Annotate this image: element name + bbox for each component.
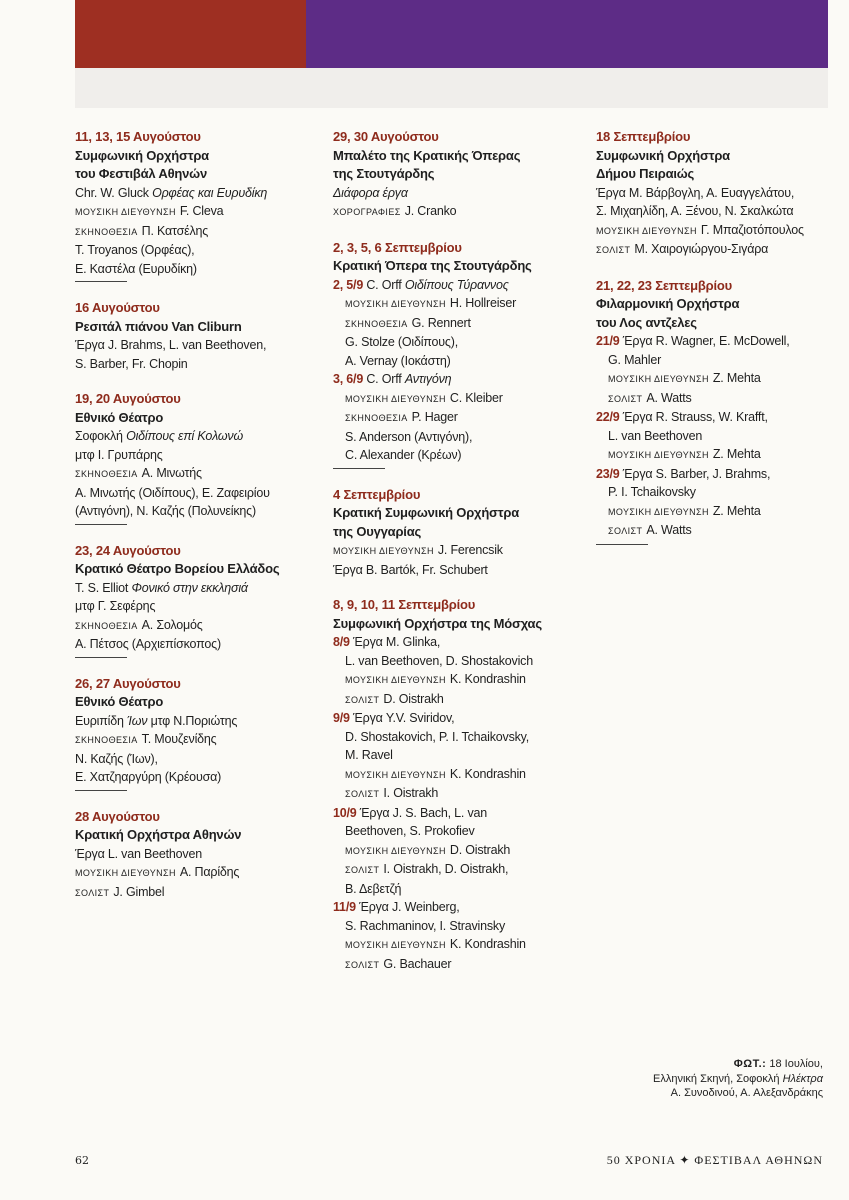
event-line — [75, 464, 315, 484]
line-text: μτφ Ι. Γρυπάρης — [75, 447, 163, 462]
event-line — [333, 880, 583, 899]
header-shade — [75, 68, 828, 108]
event-line — [333, 652, 583, 671]
event-title: της Ουγγαρίας — [333, 523, 422, 539]
event-line — [333, 765, 583, 785]
line-text: Έργα J. Brahms, L. van Beethoven, — [75, 338, 267, 352]
line-text: Έργα S. Barber, J. Brahms, — [619, 466, 771, 481]
work-title: Οιδίπους Τύραννος — [404, 277, 509, 292]
line-text: Μ. Χαιρογιώργου-Σιγάρα — [634, 242, 769, 256]
event-line — [333, 898, 583, 917]
event-line — [333, 860, 583, 880]
event-line — [75, 260, 315, 279]
line-text: Π. Κατσέλης — [141, 223, 209, 238]
role-label: ΣΟΛΙΣΤ — [345, 789, 380, 799]
page-number: 62 — [75, 1154, 89, 1167]
line-text: G. Bachauer — [383, 956, 452, 971]
event-date: 28 Αυγούστου — [75, 808, 160, 824]
line-text: A. Watts — [646, 523, 692, 537]
event-title: του Λος αντζελες — [596, 314, 697, 330]
event-title: Μπαλέτο της Κρατικής Όπερας — [333, 147, 521, 163]
role-label: ΣΚΗΝΟΘΕΣΙΑ — [75, 620, 138, 631]
event-block — [75, 675, 315, 791]
header-band-red — [75, 0, 306, 68]
event-date: 18 Σεπτεμβρίου — [596, 129, 691, 144]
event-date: 19, 20 Αυγούστου — [75, 391, 181, 406]
line-text: Z. Mehta — [712, 447, 761, 461]
work-title: Οιδίπους επί Κολωνώ — [126, 429, 244, 443]
line-text: Ε. Καστέλα (Ευρυδίκη) — [75, 261, 197, 276]
event-line — [333, 370, 583, 389]
event-line — [596, 351, 836, 370]
line-text: Z. Mehta — [712, 503, 761, 518]
event-line — [333, 428, 583, 447]
line-text: Έργα L. van Beethoven — [75, 846, 202, 861]
event-line — [596, 332, 836, 351]
line-text: T. S. Elliot — [75, 580, 132, 595]
event-line — [75, 446, 315, 465]
event-date: 26, 27 Αυγούστου — [75, 675, 181, 691]
caption-play: Ηλέκτρα — [782, 1072, 823, 1085]
line-text: μτφ Ν.Ποριώτης — [147, 713, 238, 728]
event-line — [333, 746, 583, 765]
event-line — [75, 616, 315, 636]
event-date: 11, 13, 15 Αυγούστου — [75, 129, 201, 144]
performance-date: 11/9 — [333, 900, 356, 914]
role-label: ΣΟΛΙΣΤ — [596, 245, 631, 255]
event-line — [333, 541, 583, 561]
event-title: Κρατική Ορχήστρα Αθηνών — [75, 827, 242, 842]
caption-venue: Ελληνική Σκηνή, Σοφοκλή — [653, 1072, 780, 1085]
event-line — [333, 352, 583, 371]
caption-label: ΦΩΤ.: — [733, 1058, 767, 1070]
event-line — [75, 427, 315, 446]
line-text: Σ. Μιχαηλίδη, Α. Ξένου, Ν. Σκαλκώτα — [596, 204, 794, 218]
performance-date: 10/9 — [333, 805, 357, 820]
event-line — [333, 633, 583, 652]
line-text: K. Kondrashin — [449, 937, 526, 951]
event-block — [596, 277, 836, 545]
line-text: Α. Πέτσος (Αρχιεπίσκοπος) — [75, 637, 221, 651]
performance-date: 22/9 — [596, 410, 620, 424]
line-text: Έργα R. Strauss, W. Krafft, — [619, 410, 768, 424]
line-text: (Αντιγόνη), Ν. Καζής (Πολυνείκης) — [75, 504, 256, 518]
event-title: Κρατική Όπερα της Στουτγάρδης — [333, 258, 532, 273]
event-title: Ρεσιτάλ πιάνου Van Cliburn — [75, 318, 242, 334]
performance-date: 23/9 — [596, 466, 620, 481]
role-label: ΜΟΥΣΙΚΗ ΔΙΕΥΘΥΝΣΗ — [345, 299, 446, 309]
event-date: 21, 22, 23 Σεπτεμβρίου — [596, 277, 732, 293]
event-line — [75, 502, 315, 521]
performance-date: 3, 6/9 — [333, 372, 364, 386]
role-label: ΜΟΥΣΙΚΗ ΔΙΕΥΘΥΝΣΗ — [345, 769, 446, 780]
event-line — [75, 579, 315, 598]
line-text: I. Oistrakh, D. Oistrakh, — [383, 862, 509, 876]
event-title: Εθνικό Θέατρο — [75, 694, 164, 709]
program-column-2 — [333, 128, 583, 991]
event-line — [333, 408, 583, 428]
event-line — [333, 389, 583, 409]
event-line — [75, 768, 315, 787]
program-column-3 — [596, 128, 836, 562]
line-text: Α. Μινωτής (Οιδίπους), Ε. Ζαφειρίου — [75, 485, 270, 500]
role-label: ΣΟΛΙΣΤ — [345, 865, 380, 875]
line-text: Α. Σολομός — [141, 617, 203, 632]
role-label: ΜΟΥΣΙΚΗ ΔΙΕΥΘΥΝΣΗ — [75, 207, 176, 217]
section-rule — [75, 281, 127, 282]
event-line — [75, 863, 315, 883]
performance-date: 21/9 — [596, 334, 620, 348]
event-title: της Στουτγάρδης — [333, 166, 435, 181]
event-line — [75, 355, 315, 374]
section-rule — [596, 544, 648, 545]
line-text: I. Oistrakh — [383, 786, 439, 800]
line-text: J. Gimbel — [113, 884, 165, 899]
event-title: Συμφωνική Ορχήστρα της Μόσχας — [333, 615, 542, 631]
photo-caption — [653, 1057, 823, 1101]
performance-date: 9/9 — [333, 711, 350, 725]
line-text: Γ. Μπαζιοτόπουλος — [700, 222, 804, 237]
work-title: Διάφορα έργα — [333, 185, 408, 200]
line-text: Έργα J. Weinberg, — [355, 900, 460, 914]
line-text: Έργα R. Wagner, E. McDowell, — [619, 334, 790, 348]
event-line — [75, 750, 315, 769]
event-date: 8, 9, 10, 11 Σεπτεμβρίου — [333, 597, 476, 612]
event-line — [333, 804, 583, 823]
event-line — [75, 635, 315, 654]
event-title: Συμφωνική Ορχήστρα — [596, 147, 730, 163]
event-line — [596, 427, 836, 446]
line-text: Έργα Μ. Βάρβογλη, Α. Ευαγγελάτου, — [596, 185, 795, 200]
line-text: Ν. Καζής (Ίων), — [75, 751, 158, 766]
event-line — [333, 784, 583, 804]
event-block — [333, 128, 583, 222]
event-line — [333, 841, 583, 861]
line-text: Ευριπίδη — [75, 713, 128, 728]
event-line — [333, 728, 583, 747]
event-title: Φιλαρμονική Ορχήστρα — [596, 296, 740, 311]
event-line — [596, 408, 836, 427]
line-text: Ε. Χατζηαργύρη (Κρέουσα) — [75, 770, 222, 784]
role-label: ΜΟΥΣΙΚΗ ΔΙΕΥΘΥΝΣΗ — [596, 225, 697, 236]
event-block — [333, 239, 583, 469]
event-title: Εθνικό Θέατρο — [75, 409, 164, 425]
work-title: Ίων — [127, 713, 148, 728]
line-text: K. Kondrashin — [449, 672, 526, 686]
event-line — [75, 597, 315, 616]
event-line — [75, 184, 315, 203]
event-line — [333, 294, 583, 314]
event-line — [333, 670, 583, 690]
line-text: Z. Mehta — [712, 371, 761, 385]
role-label: ΜΟΥΣΙΚΗ ΔΙΕΥΘΥΝΣΗ — [345, 940, 446, 950]
line-text: H. Hollreiser — [449, 296, 517, 310]
event-line — [596, 502, 836, 522]
event-line — [596, 240, 836, 260]
line-text: F. Cleva — [179, 204, 224, 218]
event-line — [333, 184, 583, 203]
event-date: 16 Αυγούστου — [75, 300, 160, 315]
event-line — [333, 202, 583, 222]
header-band-purple — [306, 0, 828, 68]
role-label: ΜΟΥΣΙΚΗ ΔΙΕΥΘΥΝΣΗ — [608, 374, 709, 384]
role-label: ΜΟΥΣΙΚΗ ΔΙΕΥΘΥΝΣΗ — [608, 450, 709, 460]
role-label: ΜΟΥΣΙΚΗ ΔΙΕΥΘΥΝΣΗ — [345, 393, 446, 404]
event-title: Δήμου Πειραιώς — [596, 166, 695, 181]
line-text: Έργα J. S. Bach, L. van — [356, 805, 488, 820]
event-line — [333, 333, 583, 352]
event-line — [333, 314, 583, 334]
line-text: μτφ Γ. Σεφέρης — [75, 599, 156, 613]
event-line — [75, 241, 315, 260]
event-block — [333, 596, 583, 974]
work-title: Ορφέας και Ευρυδίκη — [152, 185, 268, 200]
line-text: G. Rennert — [411, 315, 471, 330]
line-text: D. Oistrakh — [449, 842, 511, 857]
event-line — [596, 221, 836, 241]
line-text: M. Ravel — [345, 748, 393, 762]
role-label: ΜΟΥΣΙΚΗ ΔΙΕΥΘΥΝΣΗ — [75, 868, 176, 878]
event-line — [333, 561, 583, 580]
event-line — [333, 917, 583, 936]
event-block — [75, 128, 315, 282]
role-label: ΣΚΗΝΟΘΕΣΙΑ — [75, 226, 138, 237]
event-line — [596, 483, 836, 502]
section-rule — [75, 524, 127, 525]
line-text: C. Alexander (Κρέων) — [345, 448, 462, 462]
program-column-1 — [75, 128, 315, 919]
event-date: 23, 24 Αυγούστου — [75, 542, 181, 558]
event-line — [596, 369, 836, 389]
role-label: ΣΚΗΝΟΘΕΣΙΑ — [345, 413, 408, 423]
line-text: D. Oistrakh — [383, 691, 444, 706]
event-line — [75, 883, 315, 903]
line-text: Έργα M. Glinka, — [349, 635, 441, 649]
event-line — [596, 184, 836, 203]
line-text: Β. Δεβετζή — [345, 881, 402, 896]
line-text: L. van Beethoven — [608, 428, 703, 443]
role-label: ΣΚΗΝΟΘΕΣΙΑ — [345, 318, 408, 329]
event-line — [333, 955, 583, 975]
line-text: Σοφοκλή — [75, 429, 127, 443]
event-title: Κρατικό Θέατρο Βορείου Ελλάδος — [75, 561, 280, 576]
role-label: ΜΟΥΣΙΚΗ ΔΙΕΥΘΥΝΣΗ — [608, 506, 709, 517]
event-line — [333, 446, 583, 465]
event-block — [75, 390, 315, 525]
section-rule — [333, 468, 385, 469]
event-line — [75, 222, 315, 242]
line-text: J. Cranko — [404, 204, 457, 218]
event-line — [75, 712, 315, 731]
event-line — [75, 336, 315, 355]
event-line — [596, 202, 836, 221]
role-label: ΜΟΥΣΙΚΗ ΔΙΕΥΘΥΝΣΗ — [345, 675, 446, 685]
line-text: C. Orff — [363, 372, 405, 386]
role-label: ΣΟΛΙΣΤ — [75, 887, 110, 898]
section-rule — [75, 790, 127, 791]
line-text: Α. Μινωτής — [141, 466, 202, 480]
role-label: ΣΟΛΙΣΤ — [345, 694, 380, 705]
performance-date: 2, 5/9 — [333, 277, 364, 292]
line-text: Beethoven, S. Prokofiev — [345, 824, 475, 838]
event-date: 29, 30 Αυγούστου — [333, 129, 439, 144]
event-title: Κρατική Συμφωνική Ορχήστρα — [333, 505, 519, 520]
line-text: A. Vernay (Ιοκάστη) — [345, 353, 451, 368]
event-line — [75, 484, 315, 503]
event-block — [75, 299, 315, 373]
event-block — [596, 128, 836, 260]
event-line — [333, 822, 583, 841]
footer-title: 50 ΧΡΟΝΙΑ ✦ ΦΕΣΤΙΒΑΛ ΑΘΗΝΩΝ — [606, 1153, 823, 1167]
line-text: L. van Beethoven, D. Shostakovich — [345, 653, 533, 668]
role-label: ΜΟΥΣΙΚΗ ΔΙΕΥΘΥΝΣΗ — [333, 546, 434, 556]
event-line — [596, 445, 836, 465]
line-text: G. Mahler — [608, 352, 662, 367]
event-line — [333, 935, 583, 955]
line-text: J. Ferencsik — [437, 543, 503, 557]
line-text: T. Troyanos (Ορφέας), — [75, 243, 195, 257]
line-text: S. Rachmaninov, I. Stravinsky — [345, 918, 506, 933]
line-text: G. Stolze (Οιδίπους), — [345, 335, 458, 349]
event-line — [75, 202, 315, 222]
line-text: C. Orff — [363, 277, 405, 292]
event-line — [333, 690, 583, 710]
line-text: Τ. Μουζενίδης — [141, 732, 217, 746]
line-text: Έργα Y.V. Sviridov, — [349, 711, 455, 725]
line-text: P. Hager — [411, 410, 458, 424]
line-text: Έργα B. Bartók, Fr. Schubert — [333, 562, 488, 577]
role-label: ΧΟΡΟΓΡΑΦΙΕΣ — [333, 207, 401, 217]
caption-date: 18 Ιουλίου, — [769, 1058, 823, 1070]
event-line — [75, 730, 315, 750]
event-block — [75, 542, 315, 658]
event-date: 4 Σεπτεμβρίου — [333, 486, 421, 502]
event-line — [596, 389, 836, 409]
role-label: ΣΟΛΙΣΤ — [608, 393, 643, 404]
event-block — [75, 808, 315, 903]
event-title: Συμφωνική Ορχήστρα — [75, 147, 209, 163]
role-label: ΣΟΛΙΣΤ — [608, 526, 643, 536]
line-text: A. Watts — [646, 390, 692, 405]
role-label: ΜΟΥΣΙΚΗ ΔΙΕΥΘΥΝΣΗ — [345, 845, 446, 856]
role-label: ΣΟΛΙΣΤ — [345, 959, 380, 970]
work-title: Φονικό στην εκκλησιά — [131, 580, 248, 595]
role-label: ΣΚΗΝΟΘΕΣΙΑ — [75, 469, 138, 479]
event-line — [333, 709, 583, 728]
work-title: Αντιγόνη — [404, 372, 452, 386]
line-text: S. Barber, Fr. Chopin — [75, 356, 188, 371]
event-block — [333, 486, 583, 580]
line-text: D. Shostakovich, P. I. Tchaikovsky, — [345, 729, 530, 744]
line-text: Α. Παρίδης — [179, 865, 240, 879]
line-text: C. Kleiber — [449, 390, 503, 405]
caption-actors: Α. Συνοδινού, Α. Αλεξανδράκης — [670, 1087, 823, 1099]
performance-date: 8/9 — [333, 635, 350, 649]
event-date: 2, 3, 5, 6 Σεπτεμβρίου — [333, 239, 462, 255]
line-text: P. I. Tchaikovsky — [608, 485, 696, 499]
line-text: K. Kondrashin — [449, 766, 526, 781]
section-rule — [75, 657, 127, 658]
event-line — [596, 465, 836, 484]
event-line — [596, 521, 836, 541]
event-title: του Φεστιβάλ Αθηνών — [75, 166, 207, 181]
event-line — [333, 276, 583, 295]
role-label: ΣΚΗΝΟΘΕΣΙΑ — [75, 735, 138, 745]
line-text: S. Anderson (Αντιγόνη), — [345, 429, 473, 444]
event-line — [75, 845, 315, 864]
line-text: Chr. W. Gluck — [75, 185, 153, 200]
